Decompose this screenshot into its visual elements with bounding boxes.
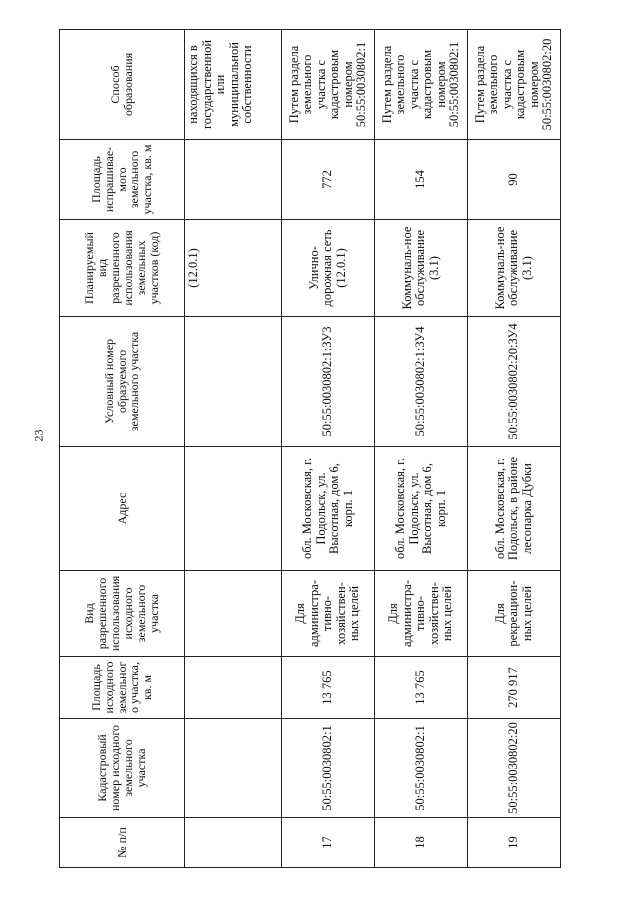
table-cell: Путем раздела земельного участка с кадастровым номером 50:55:0030802:1 [282,30,375,140]
table-cell [185,719,282,818]
table-cell: Для администра-тивно-хозяйствен-ных целей [375,571,468,657]
header-source-cadastral: Кадастровый номер исходного земельного участка [60,719,185,818]
table-cell [185,317,282,447]
table-cell: 17 [282,818,375,868]
table-cell: Для администра-тивно-хозяйствен-ных целей [282,571,375,657]
header-new-number: Условный номер образуемого земельного участка [60,317,185,447]
table-cell: Коммуналь-ное обслуживание (3.1) [468,220,561,317]
table-cell: 270 917 [468,657,561,719]
table-cell: Улично-дорожная сеть (12.0.1) [282,220,375,317]
table-cell: Для рекреацион-ных целей [468,571,561,657]
header-row [60,30,185,868]
table-row [468,30,561,868]
table-cell: 13 765 [282,657,375,719]
table-cell: Путем раздела земельного участка с кадастровым номером 50:55:0030802:20 [468,30,561,140]
table-cell [185,818,282,868]
table-row [185,30,282,868]
table-cell [185,447,282,571]
table-cell: обл. Московская, г. Подольск, ул. Высотная, дом 6, корп. 1 [375,447,468,571]
table-cell: 50:55:0030802:20:ЗУ4 [468,317,561,447]
header-method: Способ образования [60,30,185,140]
table-cell: (12.0.1) [185,220,282,317]
header-requested-area: Площадь испрашивае-мого земельного участка, кв. м [60,140,185,220]
table-cell: Коммуналь-ное обслуживание (3.1) [375,220,468,317]
table-row [375,30,468,868]
table-cell: 13 765 [375,657,468,719]
table-cell: Путем раздела земельного участка с кадастровым номером 50:55:0030802:1 [375,30,468,140]
page-number: 23 [31,429,46,442]
table-cell: 772 [282,140,375,220]
table-cell [185,140,282,220]
table-cell: 154 [375,140,468,220]
table-cell: 50:55:0030802:1 [282,719,375,818]
header-address: Адрес [60,447,185,571]
table-cell: обл. Московская, г. Подольск, ул. Высотная, дом 6, корп. 1 [282,447,375,571]
table-cell [185,571,282,657]
table-cell: обл. Московская, г. Подольск, в районе лесопарка Дубки [468,447,561,571]
table-cell [185,657,282,719]
header-number: № п/п [60,818,185,868]
table-cell: 50:55:0030802:1 [375,719,468,818]
table-cell: 50:55:0030802:1:ЗУ3 [282,317,375,447]
table-cell: 50:55:0030802:1:ЗУ4 [375,317,468,447]
land-plots-table [59,29,561,868]
header-planned-use: Планируемый вид разрешенного использования земельных участков (код) [60,220,185,317]
header-source-use: Вид разрешенного использования исходного земельного участка [60,571,185,657]
table-cell: 19 [468,818,561,868]
table-header [60,30,185,868]
table-cell: 90 [468,140,561,220]
table-body [185,30,561,868]
rotated-table-container [59,30,554,868]
table-row [282,30,375,868]
table-cell: 18 [375,818,468,868]
table-cell: находящихся в государственной или муниципальной собственности [185,30,282,140]
table-cell: 50:55:0030802:20 [468,719,561,818]
header-source-area: Площадь исходного земельного участка, кв. м [60,657,185,719]
